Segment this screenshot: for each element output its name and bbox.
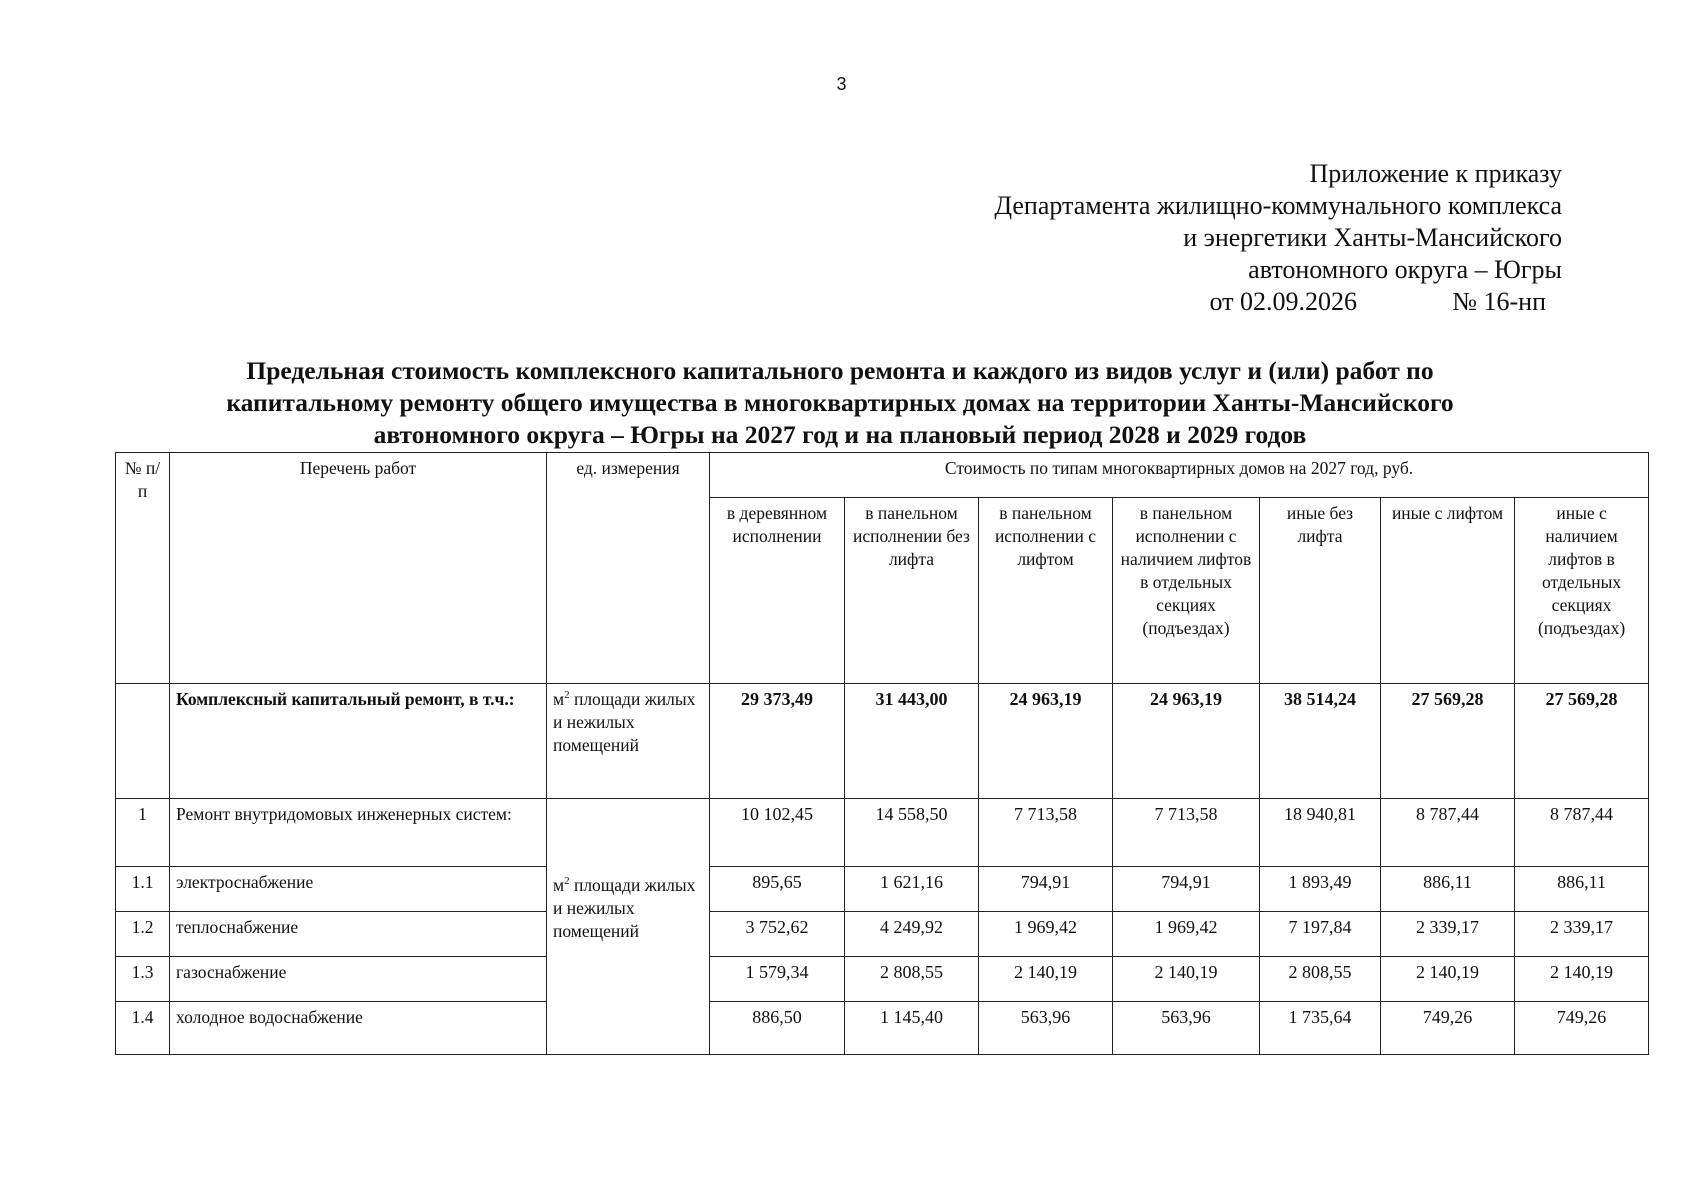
cost-value: 2 339,17 (1515, 912, 1649, 957)
header-column: иные с наличием лифтов в отдельных секциях (подъездах) (1515, 498, 1649, 684)
appendix-block (862, 158, 1562, 318)
order-number: № 16-нп (1452, 287, 1546, 316)
header-unit: ед. измерения (547, 453, 710, 684)
header-column: иные с лифтом (1381, 498, 1515, 684)
table-row (116, 957, 1649, 1002)
cost-value: 10 102,45 (710, 799, 845, 867)
cost-value: 1 145,40 (845, 1002, 979, 1055)
header-column: в деревянном исполнении (710, 498, 845, 684)
cost-value: 886,50 (710, 1002, 845, 1055)
cost-value: 895,65 (710, 867, 845, 912)
title-line: Предельная стоимость комплексного капитального ремонта и каждого из видов услуг и (или) работ по (246, 356, 1434, 385)
title-line: автономного округа – Югры на 2027 год и на плановый период 2028 и 2029 годов (373, 420, 1307, 449)
cost-value: 1 969,42 (979, 912, 1113, 957)
header-num: № п/п (116, 453, 170, 684)
cost-value: 24 963,19 (1113, 684, 1260, 799)
cost-value: 563,96 (979, 1002, 1113, 1055)
title-line: капитальному ремонту общего имущества в многоквартирных домах на территории Ханты-Мансийского (226, 388, 1454, 417)
order-date: от 02.09.2026 (1209, 287, 1357, 316)
appendix-line: Департамента жилищно-коммунального комплекса (994, 191, 1562, 220)
cost-value: 8 787,44 (1381, 799, 1515, 867)
unit-cell: $м^2$ площади жилых и нежилых помещений (547, 684, 710, 799)
cost-value: 27 569,28 (1381, 684, 1515, 799)
appendix-line: автономного округа – Югры (1248, 255, 1562, 284)
cost-value: 18 940,81 (1260, 799, 1381, 867)
header-column: иные без лифта (1260, 498, 1381, 684)
row-number: 1.1 (116, 867, 170, 912)
cost-value: 29 373,49 (710, 684, 845, 799)
row-number: 1.3 (116, 957, 170, 1002)
page-number: 3 (836, 74, 847, 94)
table-row (116, 912, 1649, 957)
cost-value: 2 808,55 (1260, 957, 1381, 1002)
cost-value: 31 443,00 (845, 684, 979, 799)
cost-value: 2 140,19 (1381, 957, 1515, 1002)
cost-value: 794,91 (1113, 867, 1260, 912)
row-work-name: холодное водоснабжение (170, 1002, 547, 1055)
table-row (116, 1002, 1649, 1055)
unit-cell: $м^2$ площади жилых и нежилых помещений (547, 799, 710, 1055)
appendix-line: Приложение к приказу (1309, 159, 1562, 188)
cost-value: 1 893,49 (1260, 867, 1381, 912)
row-work-name: Комплексный капитальный ремонт, в т.ч.: (170, 684, 547, 799)
document-title (100, 355, 1580, 451)
row-work-name: газоснабжение (170, 957, 547, 1002)
cost-value: 794,91 (979, 867, 1113, 912)
header-cost-group: Стоимость по типам многоквартирных домов на 2027 год, руб. (710, 453, 1649, 498)
cost-value: 4 249,92 (845, 912, 979, 957)
cost-value: 749,26 (1515, 1002, 1649, 1055)
cost-value: 14 558,50 (845, 799, 979, 867)
cost-value: 886,11 (1381, 867, 1515, 912)
cost-value: 3 752,62 (710, 912, 845, 957)
cost-value: 2 339,17 (1381, 912, 1515, 957)
cost-value: 2 140,19 (1515, 957, 1649, 1002)
cost-value: 7 713,58 (1113, 799, 1260, 867)
cost-value: 1 735,64 (1260, 1002, 1381, 1055)
cost-value: 1 621,16 (845, 867, 979, 912)
appendix-line: и энергетики Ханты-Мансийского (1183, 223, 1562, 252)
table-row (116, 799, 1649, 867)
cost-value: 8 787,44 (1515, 799, 1649, 867)
table-header-row (116, 453, 1649, 498)
header-column: в панельном исполнении без лифта (845, 498, 979, 684)
cost-table (115, 452, 1649, 1055)
cost-value: 2 140,19 (979, 957, 1113, 1002)
cost-value: 563,96 (1113, 1002, 1260, 1055)
cost-value: 27 569,28 (1515, 684, 1649, 799)
row-number: 1.4 (116, 1002, 170, 1055)
row-number: 1.2 (116, 912, 170, 957)
header-works: Перечень работ (170, 453, 547, 684)
cost-value: 1 579,34 (710, 957, 845, 1002)
row-work-name: Ремонт внутридомовых инженерных систем: (170, 799, 547, 867)
row-work-name: теплоснабжение (170, 912, 547, 957)
cost-value: 24 963,19 (979, 684, 1113, 799)
cost-value: 1 969,42 (1113, 912, 1260, 957)
cost-value: 886,11 (1515, 867, 1649, 912)
row-number: 1 (116, 799, 170, 867)
row-number (116, 684, 170, 799)
header-column: в панельном исполнении с наличием лифтов в отдельных секциях (подъездах) (1113, 498, 1260, 684)
cost-value: 7 197,84 (1260, 912, 1381, 957)
cost-value: 2 140,19 (1113, 957, 1260, 1002)
table-row (116, 867, 1649, 912)
cost-value: 749,26 (1381, 1002, 1515, 1055)
row-work-name: электроснабжение (170, 867, 547, 912)
cost-value: 38 514,24 (1260, 684, 1381, 799)
cost-value: 7 713,58 (979, 799, 1113, 867)
cost-value: 2 808,55 (845, 957, 979, 1002)
header-column: в панельном исполнении с лифтом (979, 498, 1113, 684)
table-row (116, 684, 1649, 799)
order-line (862, 286, 1562, 318)
